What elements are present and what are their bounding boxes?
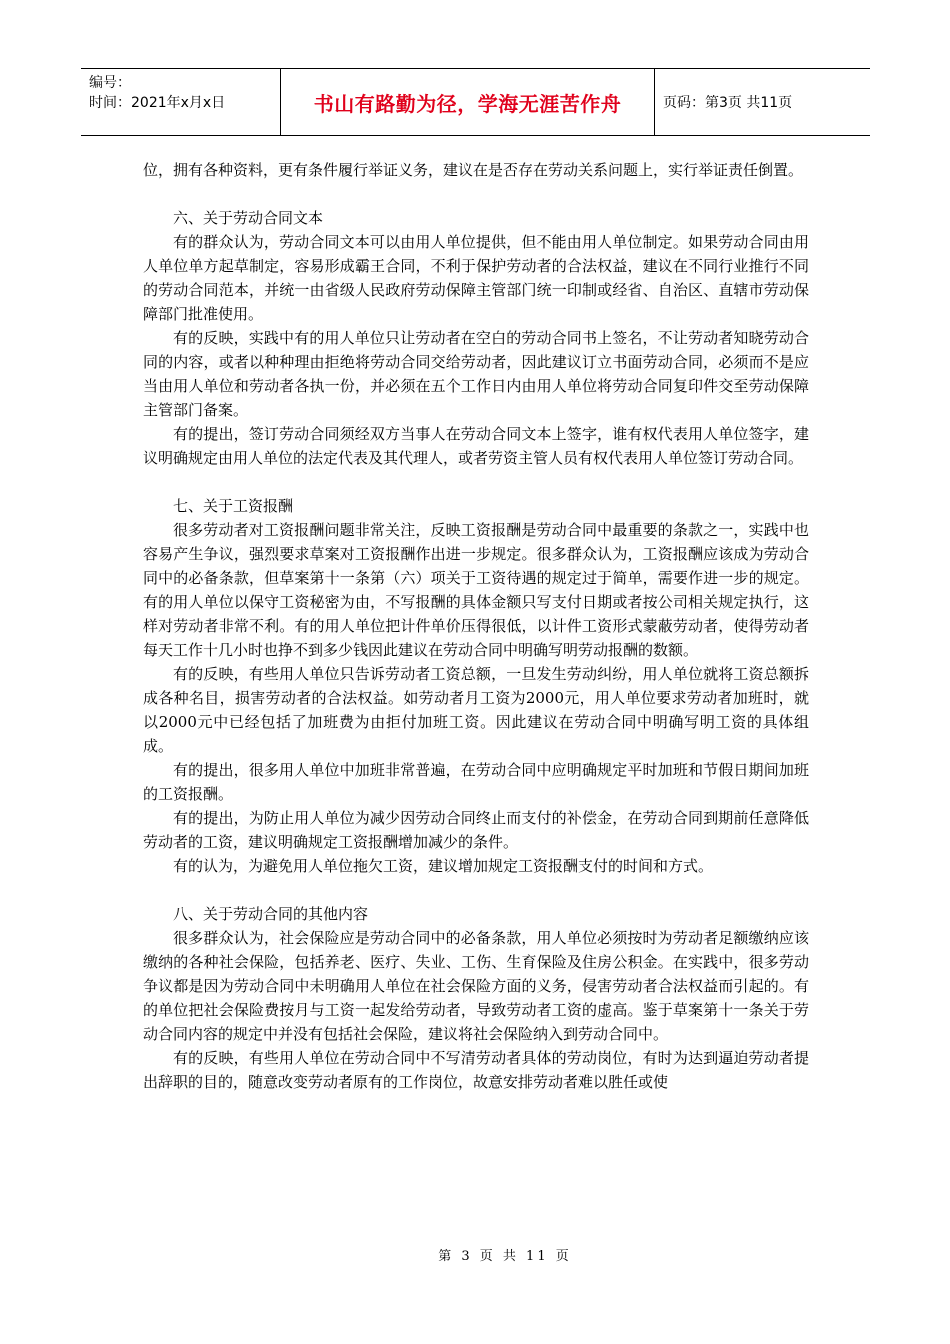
document-header (81, 68, 870, 136)
header-page-info (655, 69, 870, 135)
document-body (143, 158, 809, 1094)
doc-date-label: 时间：2021年x月x日 (89, 95, 226, 111)
paragraph: 有的群众认为，劳动合同文本可以由用人单位提供，但不能由用人单位制定。如果劳动合同由用人单位单方起草制定，容易形成霸王合同，不利于保护劳动者的合法权益，建议在不同行业推行不同的劳动合同范本，并统一由省级人民政府劳动保障主管部门统一印制或经省、自治区、直辖市劳动保障部门批准使用。 (143, 233, 809, 323)
header-motto (281, 69, 655, 135)
paragraph-continued: 位，拥有各种资料，更有条件履行举证义务，建议在是否存在劳动关系问题上，实行举证责任倒置。 (143, 161, 804, 179)
paragraph: 很多群众认为，社会保险应是劳动合同中的必备条款，用人单位必须按时为劳动者足额缴纳应该缴纳的各种社会保险，包括养老、医疗、失业、工伤、生育保险及住房公积金。在实践中，很多劳动争议都是因为劳动合同中未明确用人单位在社会保险方面的义务，侵害劳动者合法权益而引起的。有的单位把社会保险费按月与工资一起发给劳动者，导致劳动者工资的虚高。鉴于草案第十一条关于劳动合同内容的规定中并没有包括社会保险，建议将社会保险纳入到劳动合同中。 (143, 929, 809, 1043)
section-heading-6: 六、关于劳动合同文本 (173, 209, 324, 227)
section-heading-7: 七、关于工资报酬 (173, 497, 294, 515)
paragraph: 有的反映，有些用人单位在劳动合同中不写清劳动者具体的劳动岗位，有时为达到逼迫劳动者提出辞职的目的，随意改变劳动者原有的工作岗位，故意安排劳动者难以胜任或使 (143, 1049, 809, 1091)
paragraph: 有的提出，签订劳动合同须经双方当事人在劳动合同文本上签字，谁有权代表用人单位签字，建议明确规定由用人单位的法定代表及其代理人，或者劳资主管人员有权代表用人单位签订劳动合同。 (143, 425, 809, 467)
header-meta (81, 69, 281, 135)
paragraph: 有的认为，为避免用人单位拖欠工资，建议增加规定工资报酬支付的时间和方式。 (173, 857, 714, 875)
page-footer (0, 1245, 950, 1264)
page-number-label: 页码：第3页 共11页 (663, 95, 793, 111)
doc-code-label: 编号： (89, 75, 131, 91)
paragraph: 有的提出，为防止用人单位为减少因劳动合同终止而支付的补偿金，在劳动合同到期前任意降低劳动者的工资，建议明确规定工资报酬增加减少的条件。 (143, 809, 809, 851)
paragraph: 很多劳动者对工资报酬问题非常关注，反映工资报酬是劳动合同中最重要的条款之一，实践中也容易产生争议，强烈要求草案对工资报酬作出进一步规定。很多群众认为，工资报酬应该成为劳动合同中的必备条款，但草案第十一条第（六）项关于工资待遇的规定过于简单，需要作进一步的规定。有的用人单位以保守工资秘密为由，不写报酬的具体金额只写支付日期或者按公司相关规定执行，这样对劳动者非常不利。有的用人单位把计件单价压得很低，以计件工资形式蒙蔽劳动者，使得劳动者每天工作十几小时也挣不到多少钱因此建议在劳动合同中明确写明劳动报酬的数额。 (143, 521, 809, 659)
paragraph: 有的反映，实践中有的用人单位只让劳动者在空白的劳动合同书上签名，不让劳动者知晓劳动合同的内容，或者以种种理由拒绝将劳动合同交给劳动者，因此建议订立书面劳动合同，必须而不是应当由用人单位和劳动者各执一份，并必须在五个工作日内由用人单位将劳动合同复印件交至劳动保障主管部门备案。 (143, 329, 809, 419)
paragraph: 有的提出，很多用人单位中加班非常普遍，在劳动合同中应明确规定平时加班和节假日期间加班的工资报酬。 (143, 761, 809, 803)
paragraph: 有的反映，有些用人单位只告诉劳动者工资总额，一旦发生劳动纠纷，用人单位就将工资总额拆成各种名目，损害劳动者的合法权益。如劳动者月工资为2000元，用人单位要求劳动者加班时，就以2000元中已经包括了加班费为由拒付加班工资。因此建议在劳动合同中明确写明工资的具体组成。 (143, 665, 809, 755)
motto-text: 书山有路勤为径，学海无涯苦作舟 (313, 91, 622, 116)
footer-page-number: 第 3 页 共 11 页 (438, 1249, 572, 1264)
section-heading-8: 八、关于劳动合同的其他内容 (173, 905, 369, 923)
